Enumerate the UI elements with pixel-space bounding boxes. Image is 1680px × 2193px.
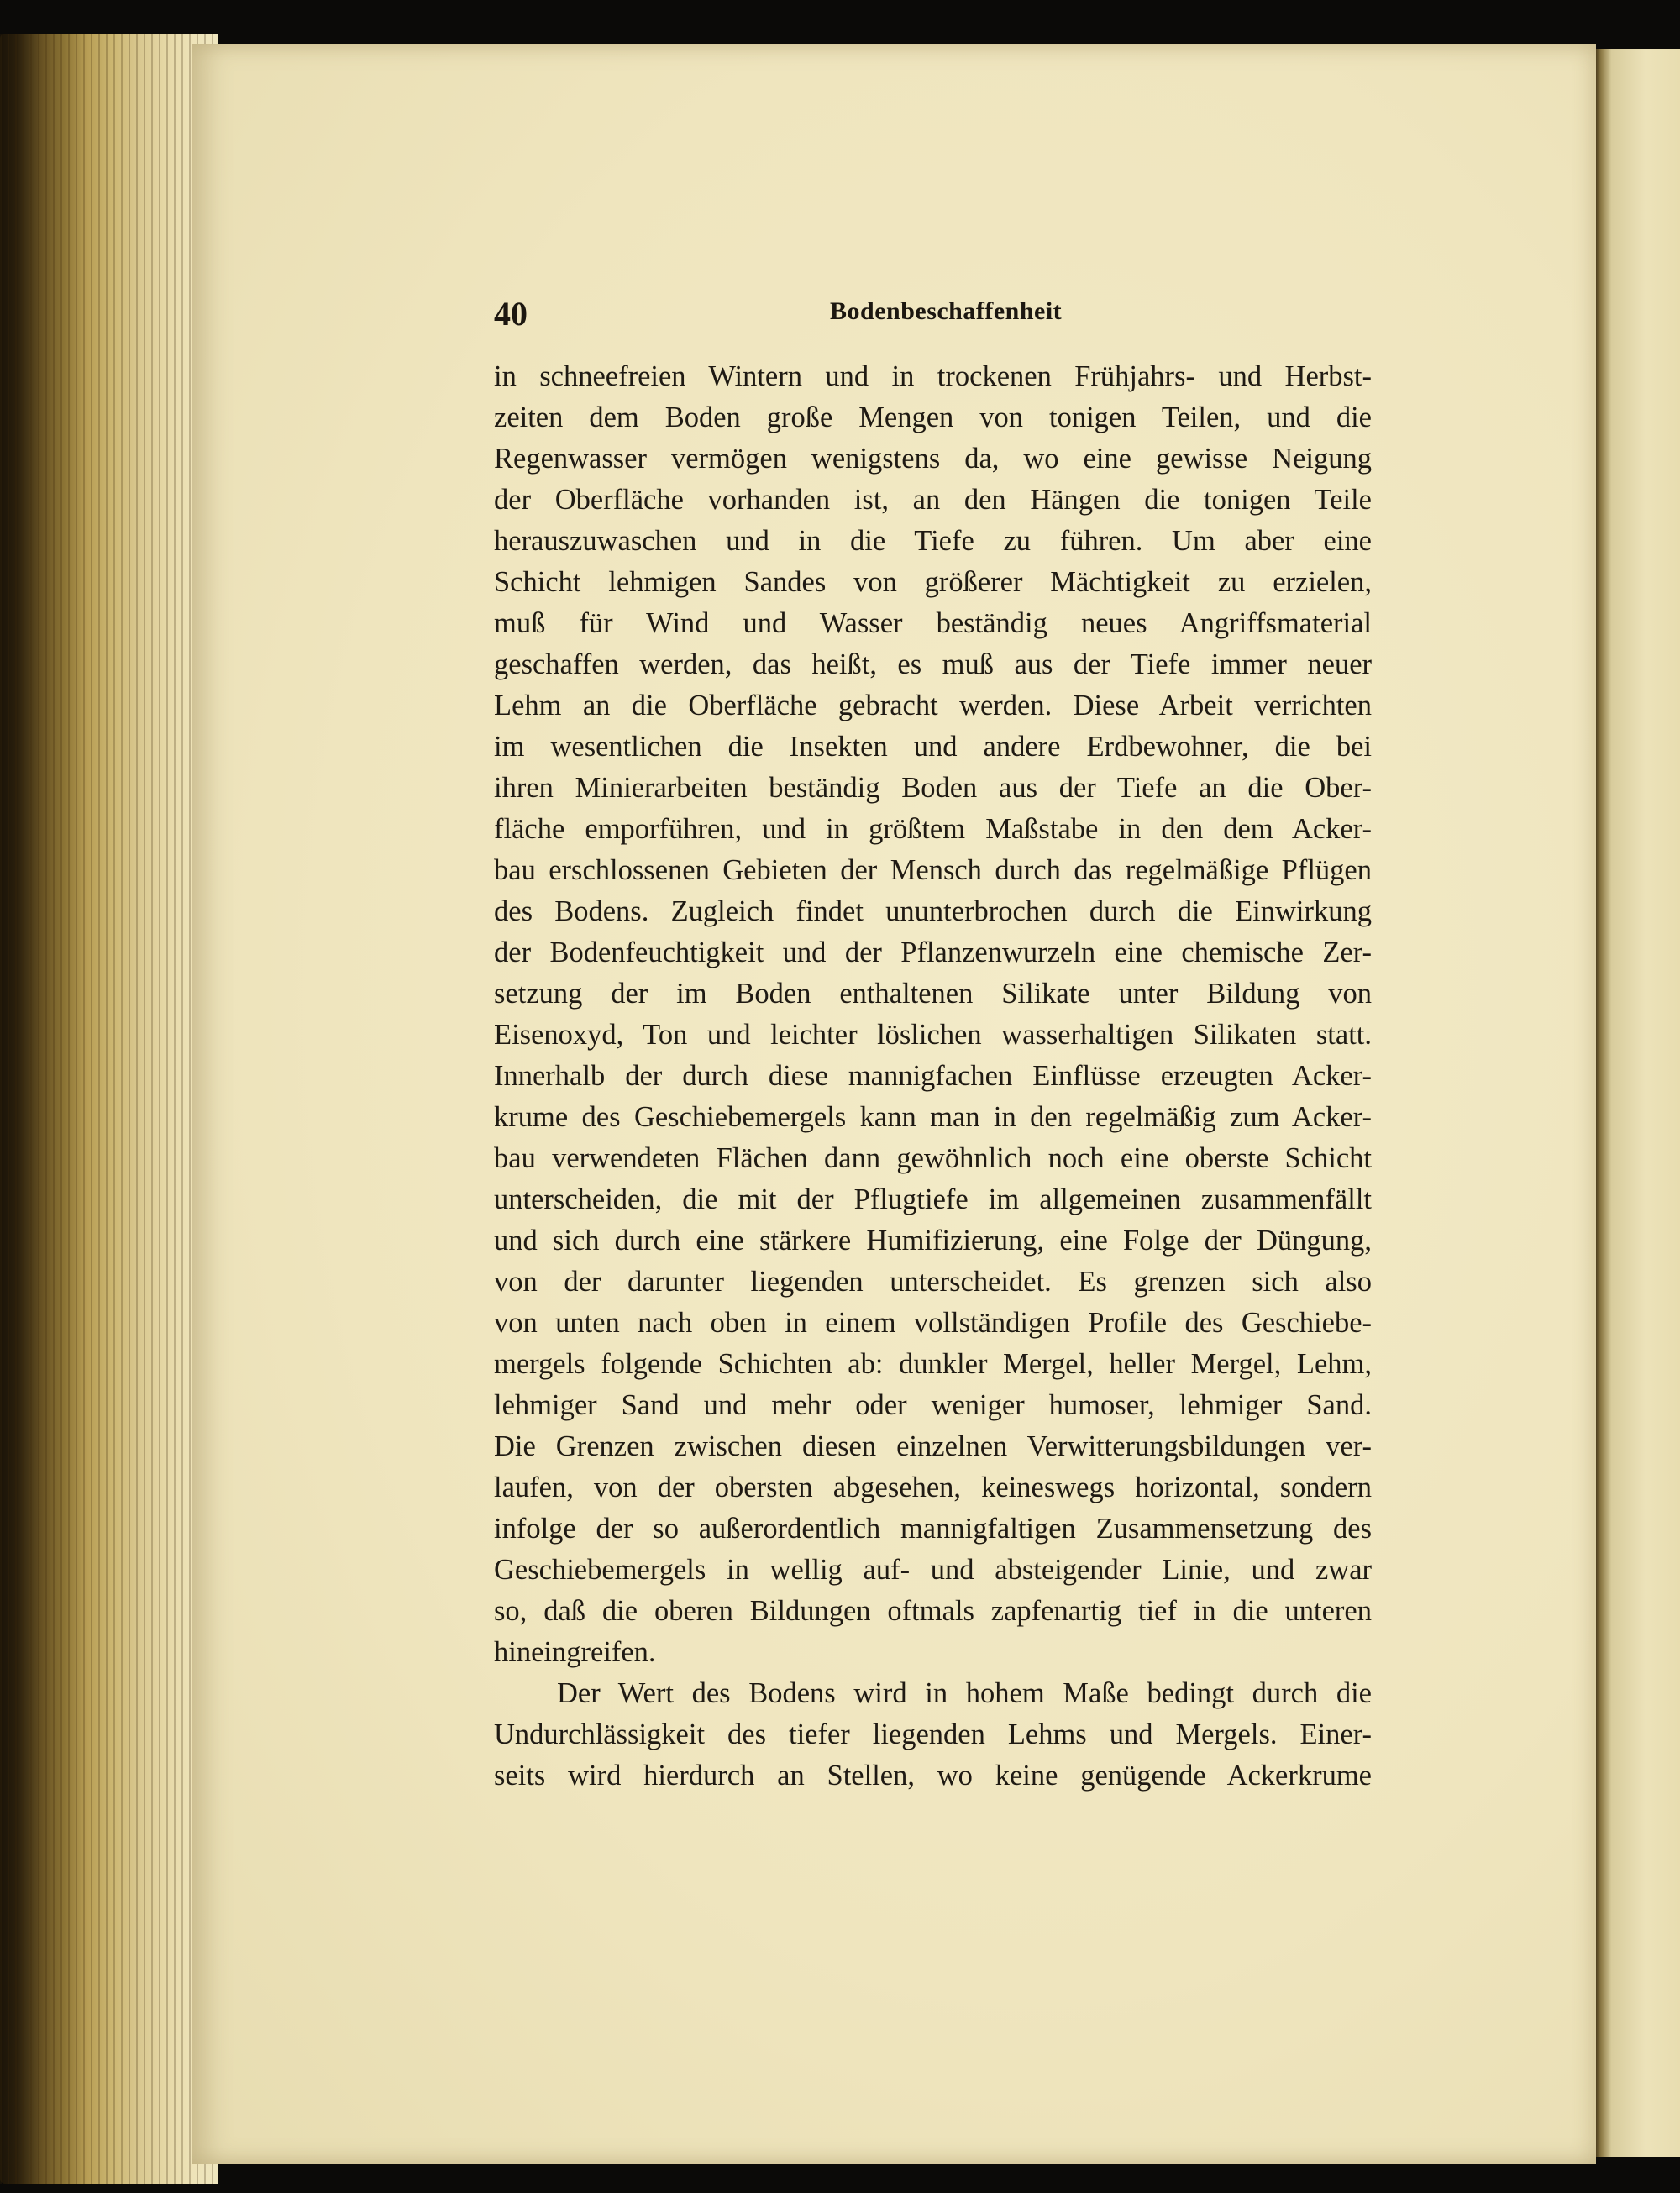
page-number: 40 — [494, 295, 528, 333]
text-line: Geschiebemergels in wellig auf- und absteigender Linie, und zwar — [494, 1554, 1372, 1586]
text-line: in schneefreien Wintern und in trockenen Frühjahrs- und Herbst- — [494, 360, 1372, 392]
running-head: Bodenbeschaffenheit — [830, 297, 1063, 325]
text-line: hineingreifen. — [494, 1636, 656, 1668]
text-line: laufen, von der obersten abgesehen, keineswegs horizontal, sondern — [494, 1472, 1372, 1503]
body-text — [494, 356, 1372, 1797]
text-line: muß für Wind und Wasser beständig neues Angriffsmaterial — [494, 607, 1372, 639]
book-page-edges — [0, 34, 218, 2184]
text-line: fläche emporführen, und in größtem Maßstabe in den dem Acker- — [494, 813, 1372, 845]
text-line: des Bodens. Zugleich findet ununterbrochen durch die Einwirkung — [494, 895, 1372, 927]
text-line: unterscheiden, die mit der Pflugtiefe im allgemeinen zusammenfällt — [494, 1183, 1372, 1215]
text-line: zeiten dem Boden große Mengen von tonigen Teilen, und die — [494, 401, 1372, 433]
text-line: der Oberfläche vorhanden ist, an den Hängen die tonigen Teile — [494, 484, 1372, 516]
text-line: und sich durch eine stärkere Humifizierung, eine Folge der Düngung, — [494, 1225, 1372, 1257]
text-line: Regenwasser vermögen wenigstens da, wo eine gewisse Neigung — [494, 443, 1372, 475]
page-header — [494, 294, 1379, 336]
text-line: bau erschlossenen Gebieten der Mensch durch das regelmäßige Pflügen — [494, 854, 1372, 886]
text-line: von unten nach oben in einem vollständigen Profile des Geschiebe- — [494, 1307, 1372, 1339]
text-line: herauszuwaschen und in die Tiefe zu führen. Um aber eine — [494, 525, 1372, 557]
text-line: krume des Geschiebemergels kann man in den regelmäßig zum Acker- — [494, 1101, 1372, 1133]
text-line: mergels folgende Schichten ab: dunkler Mergel, heller Mergel, Lehm, — [494, 1348, 1372, 1380]
text-line: Innerhalb der durch diese mannigfachen Einflüsse erzeugten Acker- — [494, 1060, 1372, 1092]
text-line: setzung der im Boden enthaltenen Silikate unter Bildung von — [494, 978, 1372, 1010]
text-line: geschaffen werden, das heißt, es muß aus der Tiefe immer neuer — [494, 648, 1372, 680]
text-line: seits wird hierdurch an Stellen, wo keine genügende Ackerkrume — [494, 1760, 1372, 1792]
text-line: bau verwendeten Flächen dann gewöhnlich noch eine oberste Schicht — [494, 1142, 1372, 1174]
text-line: Schicht lehmigen Sandes von größerer Mächtigkeit zu erzielen, — [494, 566, 1372, 598]
text-line: der Bodenfeuchtigkeit und der Pflanzenwurzeln eine chemische Zer- — [494, 936, 1372, 968]
text-line: von der darunter liegenden unterscheidet. Es grenzen sich also — [494, 1266, 1372, 1298]
text-line: infolge der so außerordentlich mannigfaltigen Zusammensetzung des — [494, 1513, 1372, 1545]
text-line: Lehm an die Oberfläche gebracht werden. Diese Arbeit verrichten — [494, 690, 1372, 721]
text-line: lehmiger Sand und mehr oder weniger humoser, lehmiger Sand. — [494, 1389, 1372, 1421]
text-line: Der Wert des Bodens wird in hohem Maße bedingt durch die — [557, 1677, 1372, 1709]
text-line: im wesentlichen die Insekten und andere Erdbewohner, die bei — [494, 731, 1372, 763]
text-line: ihren Minierarbeiten beständig Boden aus der Tiefe an die Ober- — [494, 772, 1372, 804]
text-line: so, daß die oberen Bildungen oftmals zapfenartig tief in die unteren — [494, 1595, 1372, 1627]
text-line: Undurchlässigkeit des tiefer liegenden Lehms und Mergels. Einer- — [494, 1718, 1372, 1750]
text-line: Eisenoxyd, Ton und leichter löslichen wasserhaltigen Silikaten statt. — [494, 1019, 1372, 1051]
text-line: Die Grenzen zwischen diesen einzelnen Verwitterungsbildungen ver- — [494, 1430, 1372, 1462]
facing-page-edge — [1594, 49, 1680, 2157]
